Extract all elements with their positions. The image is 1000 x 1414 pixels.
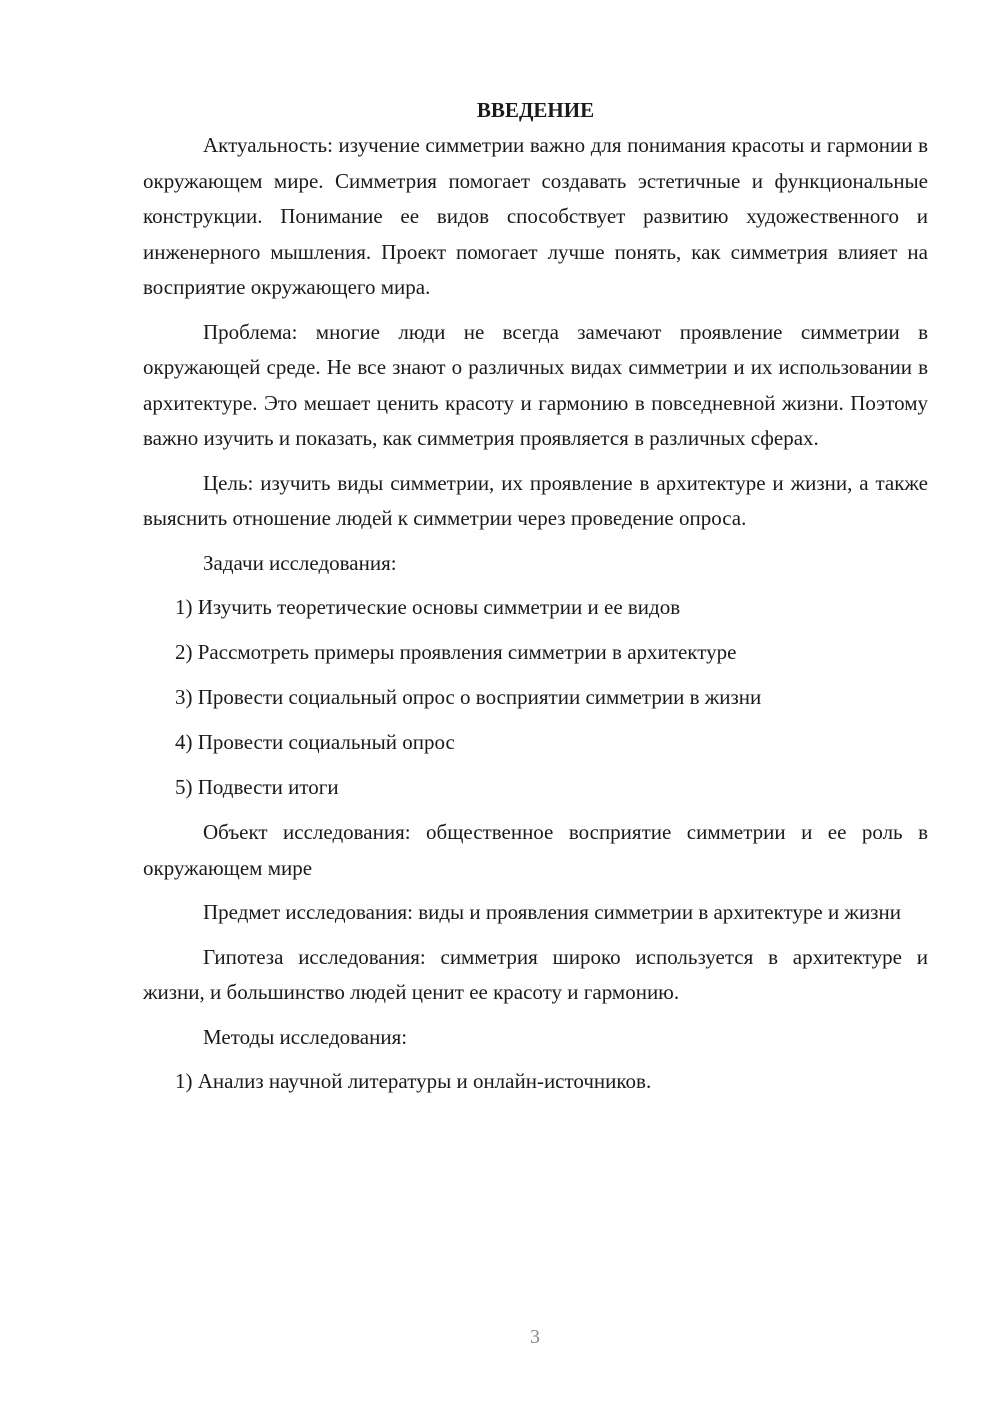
problem-paragraph: Проблема: многие люди не всегда замечают проявление симметрии в окружающей среде. Не все знают о различных видах симметрии и их использовании в архитектуре. Это мешает ценить красоту и гармонию в повседневной жизни. Поэтому важно изучить и показать, как симметрия проявляется в различных сферах. [143,319,928,450]
methods-title: Методы исследования: [203,1024,408,1049]
subject-paragraph: Предмет исследования: виды и проявления симметрии в архитектуре и жизни [203,900,901,924]
document-page [143,92,928,1109]
task-item: 1) Изучить теоретические основы симметрии и ее видов [175,595,681,619]
methods-list [143,1064,928,1100]
tasks-list [143,590,928,806]
tasks-title: Задачи исследования: [203,550,397,575]
task-item: 3) Провести социальный опрос о восприятии симметрии в жизни [175,685,762,709]
task-item: 5) Подвести итоги [175,775,339,799]
task-item: 4) Провести социальный опрос [175,730,455,754]
section-heading: ВВЕДЕНИЕ [476,98,595,122]
goal-paragraph: Цель: изучить виды симметрии, их проявление в архитектуре и жизни, а также выяснить отношение людей к симметрии через проведение опроса. [143,470,928,530]
method-item: 1) Анализ научной литературы и онлайн-источников. [175,1069,652,1093]
task-item: 2) Рассмотреть примеры проявления симметрии в архитектуре [175,640,737,664]
relevance-paragraph: Актуальность: изучение симметрии важно для понимания красоты и гармонии в окружающем мире. Симметрия помогает создавать эстетичные и функциональные конструкции. Понимание ее видов способствует развитию художественного и инженерного мышления. Проект помогает лучше понять, как симметрия влияет на восприятие окружающего мира. [143,133,928,299]
hypothesis-paragraph: Гипотеза исследования: симметрия широко используется в архитектуре и жизни, и большинство людей ценит ее красоту и гармонию. [143,944,928,1004]
object-paragraph: Объект исследования: общественное восприятие симметрии и ее роль в окружающем мире [143,820,928,880]
page-number: 3 [530,1326,540,1348]
